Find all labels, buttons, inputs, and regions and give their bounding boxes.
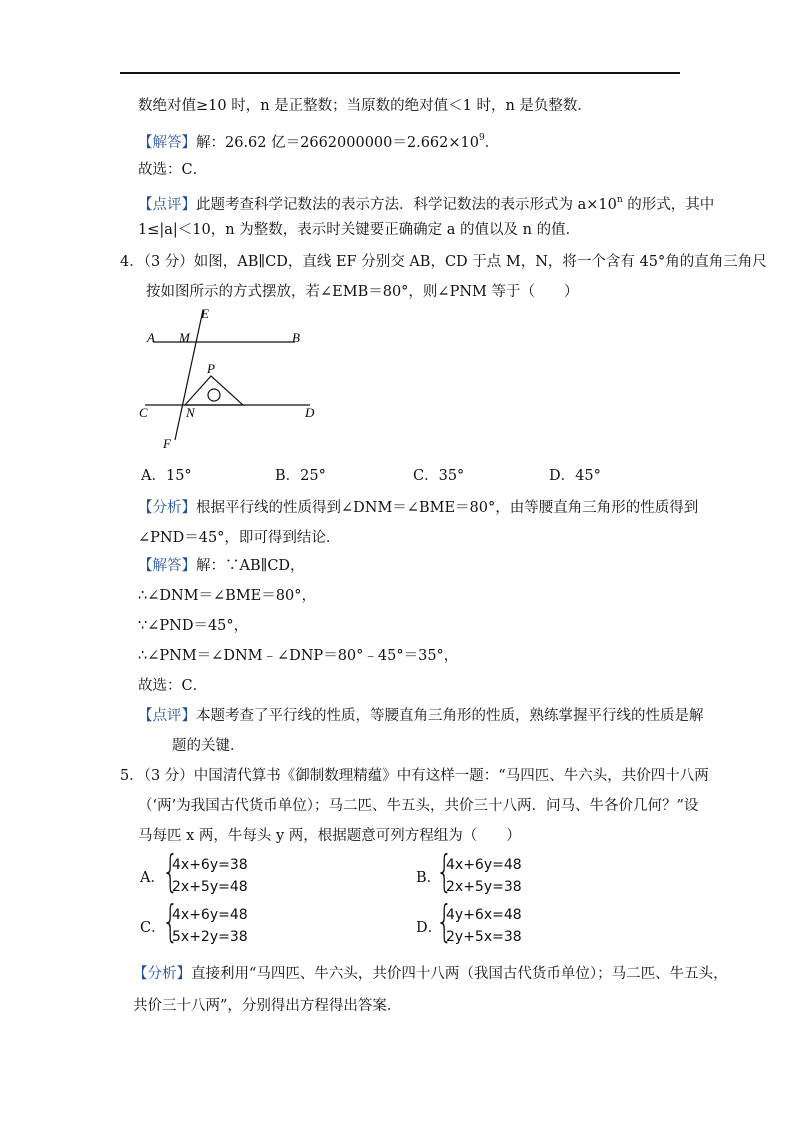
comment-end: 的形式，其中	[622, 197, 715, 213]
q5-analysis	[133, 964, 728, 984]
answer-tag: 【解答】	[138, 135, 196, 151]
brace-icon: {	[436, 896, 453, 947]
q4-stem-1: 4．（3 分）如图，AB∥CD，直线 EF 分别交 AB，CD 于点 M，N，将一个含有 45°角的直角三角尺	[120, 254, 767, 270]
comment-tag: 【点评】	[138, 708, 196, 724]
equation: 4y+6x=48	[446, 907, 522, 923]
q5-option-c-label: C．	[140, 920, 166, 936]
label-C: C	[139, 405, 148, 420]
q4-answer	[138, 556, 305, 576]
q4-option-b: B．25°	[275, 468, 326, 484]
q5-stem-1: 5．（3 分）中国清代算书《御制数理精蕴》中有这样一题：“马四匹、牛六头，共价四十八两	[120, 768, 709, 784]
q5-option-b-label: B．	[416, 870, 442, 886]
equation: 2x+5y=38	[446, 879, 522, 895]
analysis-tag: 【分析】	[138, 500, 196, 516]
answer-line	[138, 128, 499, 153]
answer-tag: 【解答】	[138, 558, 196, 574]
q4-option-d: D．45°	[549, 468, 601, 484]
q4-comment-2: 题的关键．	[172, 738, 245, 754]
brace-icon: {	[436, 846, 453, 897]
header-rule	[120, 72, 680, 74]
exponent: n	[616, 195, 623, 205]
q5-option-d-label: D．	[416, 920, 443, 936]
text-line: 数绝对值≥10 时，n 是正整数；当原数的绝对值＜1 时，n 是负整数．	[138, 98, 592, 114]
q4-answer-2: ∴∠DNM＝∠BME＝80°，	[138, 588, 316, 604]
comment-text: 本题考查了平行线的性质，等腰直角三角形的性质，熟练掌握平行线的性质是解	[196, 708, 704, 724]
analysis-text: 直接利用“马四匹、牛六头，共价四十八两（我国古代货币单位）；马二匹、牛五头，	[191, 966, 728, 982]
brace-icon: {	[162, 896, 179, 947]
label-P: P	[207, 361, 215, 376]
comment-line	[138, 190, 714, 215]
q4-option-c: C．35°	[413, 468, 465, 484]
equation: 4x+6y=48	[446, 857, 522, 873]
analysis-tag: 【分析】	[133, 966, 191, 982]
analysis-text: 根据平行线的性质得到∠DNM＝∠BME＝80°，由等腰直角三角形的性质得到	[196, 500, 699, 516]
equation: 5x+2y=38	[172, 929, 248, 945]
q4-answer-5: 故选：C．	[138, 678, 208, 694]
q4-answer-4: ∴∠PNM＝∠DNM﹣∠DNP＝80°﹣45°＝35°，	[138, 648, 459, 664]
q4-analysis	[138, 498, 698, 518]
comment-tag: 【点评】	[138, 197, 196, 213]
comment-line-2: 1≤|a|＜10，n 为整数，表示时关键要正确确定 a 的值以及 n 的值．	[138, 222, 581, 238]
equation: 2x+5y=48	[172, 879, 248, 895]
exponent: 9	[478, 133, 485, 143]
brace-icon: {	[162, 846, 179, 897]
equation: 4x+6y=48	[172, 907, 248, 923]
q4-stem-2: 按如图所示的方式摆放，若∠EMB＝80°，则∠PNM 等于（ ）	[146, 284, 579, 300]
equation: 2y+5x=38	[446, 929, 522, 945]
answer-text: 解：26.62 亿＝2662000000＝2.662×10	[196, 135, 479, 151]
label-A: A	[147, 330, 155, 345]
q5-stem-2: （‘两’为我国古代货币单位）；马二匹、牛五头，共价三十八两．问马、牛各价几何？”设	[138, 798, 699, 814]
q5-option-a-label: A．	[140, 870, 165, 886]
label-D: D	[305, 405, 315, 420]
equation: 4x+6y=38	[172, 857, 248, 873]
q4-analysis-2: ∠PND＝45°，即可得到结论．	[138, 530, 341, 546]
choice-line: 故选：C．	[138, 162, 208, 178]
label-B: B	[292, 330, 300, 345]
label-E: E	[201, 306, 209, 321]
answer-text: 解：∵AB∥CD，	[196, 558, 305, 574]
comment-text: 此题考查科学记数法的表示方法．科学记数法的表示形式为 a×10	[196, 197, 617, 213]
label-F: F	[163, 436, 171, 451]
label-M: M	[179, 330, 190, 345]
parallel-lines-figure	[135, 300, 335, 455]
q5-stem-3: 马每匹 x 两，牛每头 y 两，根据题意可列方程组为（ ）	[138, 828, 521, 844]
q5-analysis-2: 共价三十八两”，分别得出方程得出答案．	[133, 998, 402, 1014]
q4-comment	[138, 706, 704, 726]
q4-option-a: A．15°	[141, 468, 192, 484]
q4-answer-3: ∵∠PND＝45°，	[138, 618, 249, 634]
label-N: N	[186, 405, 195, 420]
answer-end: ．	[484, 135, 500, 151]
